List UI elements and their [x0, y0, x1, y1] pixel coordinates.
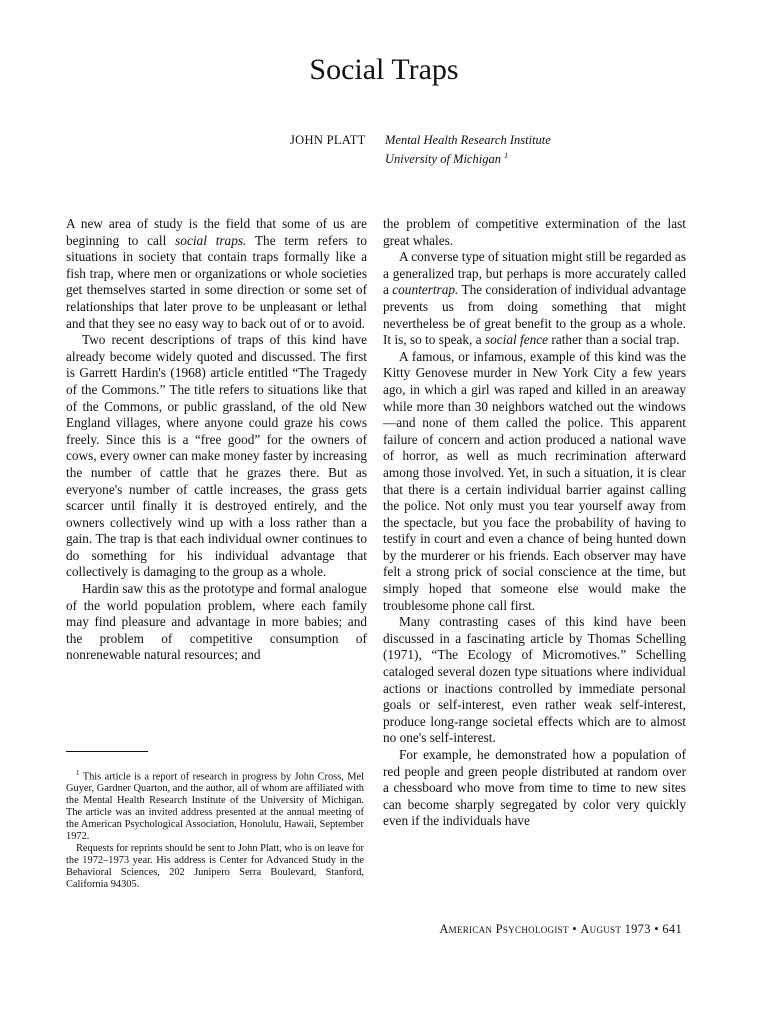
issue-date: August 1973 — [580, 922, 651, 936]
text-run: rather than a social trap. — [548, 332, 680, 348]
paragraph: Many contrasting cases of this kind have been discussed in a fascinating article by Thomas Schelling (1971), “The Ecology of Micromotives.” Schelling cataloged several dozen type situations where individual actions or inactions controlled by immediate personal goals or self-interest, even rather weak self-interest, produce long-range societal effects which are to almost no one's self-interest. — [383, 614, 686, 746]
footnote-marker: 1 — [76, 769, 80, 777]
author-affiliation — [385, 132, 551, 167]
paragraph: Two recent descriptions of traps of this kind have already become widely quoted and discussed. The first is Garrett Hardin's (1968) article entitled “The Tragedy of the Commons.” The title refers to situations like that of the Commons, or public grassland, of the old New England villages, where anyone could graze his cows freely. Since this is a “free good” for the owners of cows, every owner can make money faster by increasing the number of cattle that he grazes there. But as everyone's number of cattle increases, the grass gets scarcer until finally it is destroyed entirely, and the owners collectively wind up with a loss rather than a gain. The trap is that each individual owner continues to do something for his individual advantage that collectively is damaging to the group as a whole. — [66, 332, 367, 580]
footer-bullet: • — [572, 922, 577, 936]
journal-name: American Psychologist — [439, 922, 569, 936]
text-run: A converse type of situation might still be regarded as a generalized trap, but perhaps is more accurately called a — [383, 249, 686, 298]
emphasis: social fence — [484, 332, 549, 348]
affiliation-footnote-marker: 1 — [504, 151, 509, 160]
text-run: The term refers to situations in society that contain traps formally like a fish trap, where men or organizations or whole societies get themselves started in some direction or some set of relationships that later prove to be unpleasant or lethal and that they see no easy way to back out of or to avoid. — [66, 232, 367, 331]
footer-bullet: • — [654, 922, 659, 936]
paragraph — [383, 249, 686, 349]
paragraph: the problem of competitive extermination of the last great whales. — [383, 216, 686, 248]
article-title: Social Traps — [309, 53, 459, 86]
page-number: 641 — [662, 922, 682, 936]
footnotes — [66, 768, 364, 891]
author-name: JOHN PLATT — [290, 133, 366, 147]
emphasis: social traps. — [175, 232, 247, 248]
paragraph — [66, 216, 367, 332]
footnote-reprints: Requests for reprints should be sent to John Platt, who is on leave for the 1972–1973 year. His address is Center for Advanced Study in the Behavioral Sciences, 202 Junipero Serra Boulevard, Stanford, California 94305. — [66, 842, 365, 890]
running-footer — [439, 922, 682, 937]
footnote-1 — [66, 768, 364, 843]
affiliation-line-2 — [385, 148, 551, 167]
affiliation-line-1: Mental Health Research Institute — [385, 133, 551, 147]
affiliation-university: University of Michigan — [385, 152, 501, 167]
emphasis: countertrap. — [392, 282, 459, 298]
right-column — [383, 216, 686, 830]
text-run: A new area of study is the field that some of us are beginning to call — [66, 216, 367, 248]
paragraph: A famous, or infamous, example of this kind was the Kitty Genovese murder in New York City a few years ago, in which a girl was raped and killed in an areaway while more than 30 neighbors watched out the windows—and none of them called the police. This apparent failure of concern and action produced a national wave of horror, as well as much recrimination afterward among those involved. Yet, in such a situation, it is clear that there is a certain individual barrier against calling the police. Not only must you tear yourself away from the spectacle, but you face the probability of having to testify in court and even a chance of being hunted down by the murderer or his friends. Each observer may have felt a strong prick of social conscience at the time, but simply hoped that someone else would make the troublesome phone call first. — [383, 348, 686, 613]
text-run: The consideration of individual advantage prevents us from doing something that might nevertheless be of great benefit to the group as a whole. It is, so to speak, a — [383, 282, 686, 348]
paragraph: For example, he demonstrated how a population of red people and green people distributed at random over a chessboard who move from time to time to new sites can become sharply segregated by color very quickly even if the individuals have — [383, 747, 686, 829]
left-column — [66, 216, 367, 664]
footnote-divider — [66, 751, 148, 752]
paragraph: Hardin saw this as the prototype and formal analogue of the world population problem, where each family may find pleasure and advantage in more babies; and the problem of competitive consumption of nonrenewable natural resources; and — [66, 581, 367, 663]
footnote-text: This article is a report of research in progress by John Cross, Mel Guyer, Gardner Quarton, and the author, all of whom are affiliated with the Mental Health Research Institute of the University of Michigan. The article was an invited address presented at the annual meeting of the American Psychological Association, Honolulu, Hawaii, September 1972. — [66, 771, 364, 842]
